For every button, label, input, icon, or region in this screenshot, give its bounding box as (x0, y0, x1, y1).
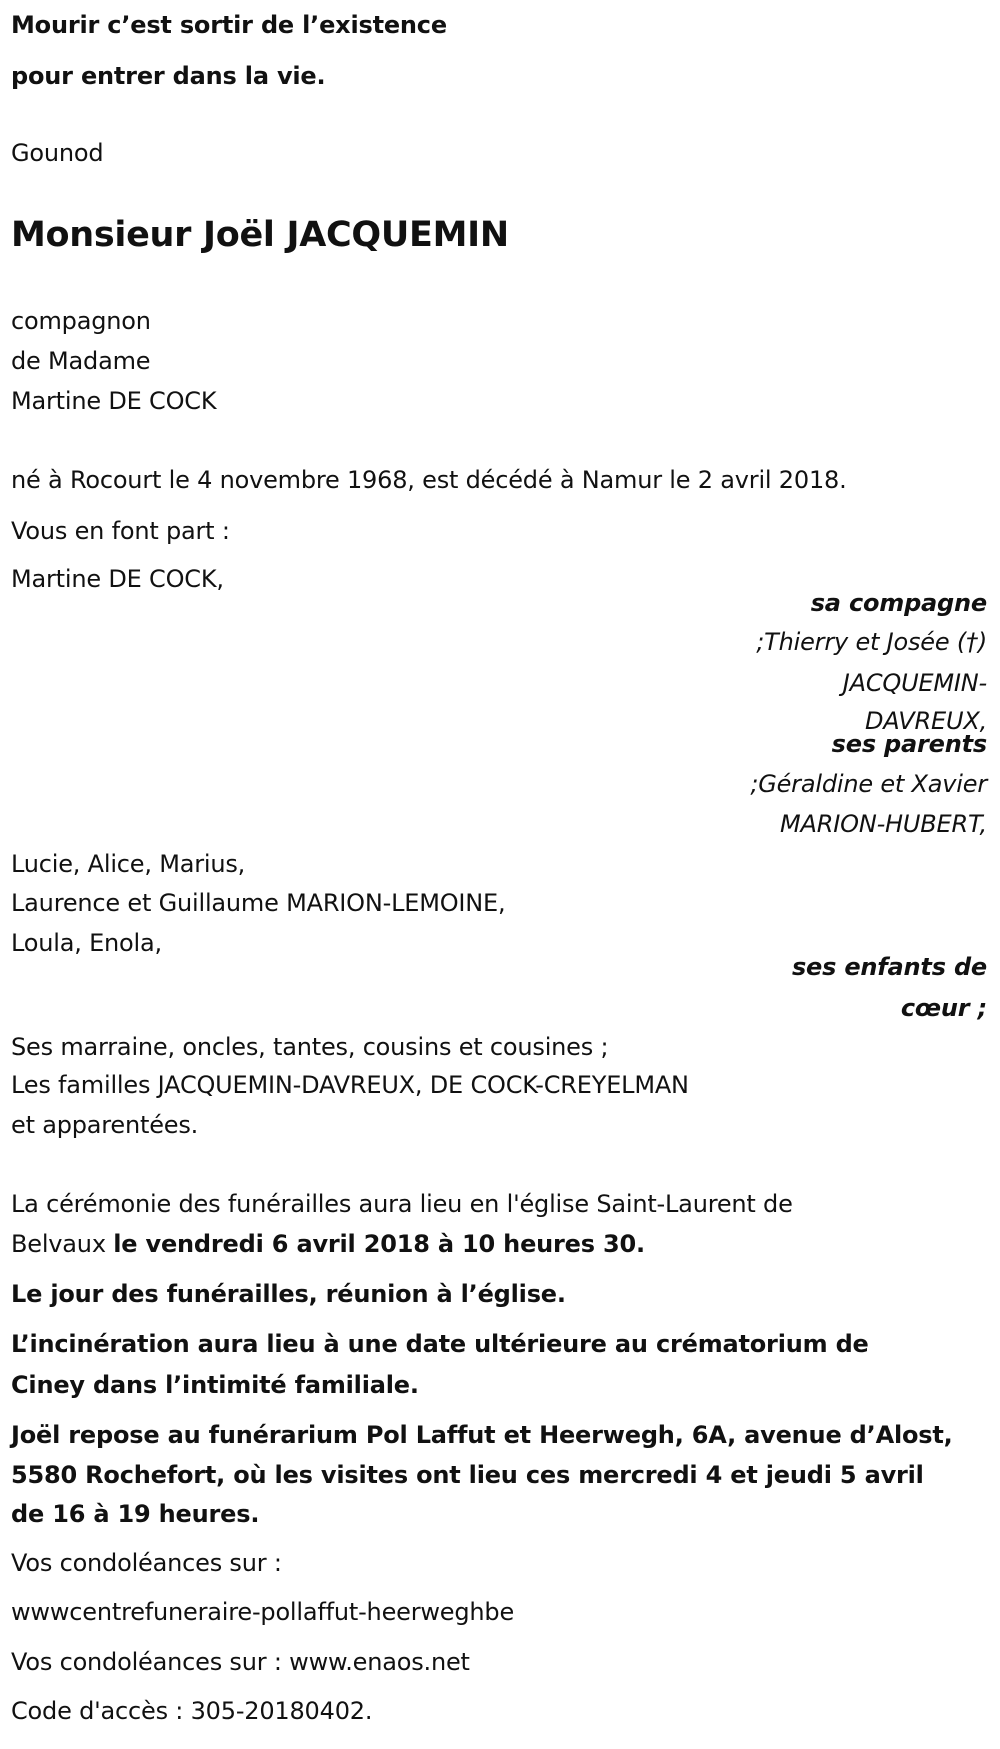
ceremony-line-1: La cérémonie des funérailles aura lieu en l'église Saint-Laurent de (11, 1190, 793, 1218)
repose-line-3: de 16 à 19 heures. (11, 1500, 260, 1528)
access-code: Code d'accès : 305-20180402. (11, 1697, 373, 1725)
deceased-name-title: Monsieur Joël JACQUEMIN (11, 215, 509, 255)
family-parents-line-1: ;Thierry et Josée (†) (756, 628, 987, 656)
repose-line-2: 5580 Rochefort, où les visites ont lieu ces mercredi 4 et jeudi 5 avril (11, 1461, 924, 1489)
family-inlaws-line-2: MARION-HUBERT, (780, 810, 987, 838)
epigraph-line-2: pour entrer dans la vie. (11, 62, 326, 90)
epigraph-line-1: Mourir c’est sortir de l’existence (11, 11, 447, 39)
relation-line-3: Martine DE COCK (11, 387, 217, 415)
family-parents-role: ses parents (831, 730, 987, 758)
family-parents-line-2: JACQUEMIN- (842, 669, 987, 697)
cremation-line-1: L’incinération aura lieu à une date ultérieure au crématorium de (11, 1330, 869, 1358)
family-companion-role: sa compagne (810, 589, 987, 617)
ceremony-place: Belvaux (11, 1230, 114, 1258)
family-children-line-2: Laurence et Guillaume MARION-LEMOINE, (11, 889, 506, 917)
condolences-label-2[interactable]: Vos condoléances sur : www.enaos.net (11, 1648, 470, 1676)
extended-family-line-1: Ses marraine, oncles, tantes, cousins et cousines ; (11, 1033, 609, 1061)
family-children-line-3: Loula, Enola, (11, 929, 162, 957)
family-children-line-1: Lucie, Alice, Marius, (11, 850, 246, 878)
family-parents-line-3: DAVREUX, (865, 707, 987, 735)
repose-line-1: Joël repose au funérarium Pol Laffut et Heerwegh, 6A, avenue d’Alost, (11, 1421, 953, 1449)
gathering-line: Le jour des funérailles, réunion à l’église. (11, 1280, 566, 1308)
extended-family-line-3: et apparentées. (11, 1111, 199, 1139)
family-inlaws-line-1: ;Géraldine et Xavier (750, 770, 987, 798)
extended-family-line-2: Les familles JACQUEMIN-DAVREUX, DE COCK-CREYELMAN (11, 1071, 689, 1099)
family-children-role-line-2: cœur ; (900, 994, 987, 1022)
relation-line-1: compagnon (11, 307, 151, 335)
cremation-line-2: Ciney dans l’intimité familiale. (11, 1371, 419, 1399)
epigraph-author: Gounod (11, 139, 104, 167)
condolences-site-1[interactable]: wwwcentrefuneraire-pollaffut-heerweghbe (11, 1598, 515, 1626)
family-children-role-line-1: ses enfants de (791, 953, 987, 981)
family-companion-name: Martine DE COCK, (11, 565, 224, 593)
announcement-intro: Vous en font part : (11, 517, 230, 545)
condolences-label-1: Vos condoléances sur : (11, 1549, 282, 1577)
ceremony-line-2 (11, 1229, 645, 1259)
relation-line-2: de Madame (11, 347, 151, 375)
birth-death-line: né à Rocourt le 4 novembre 1968, est décédé à Namur le 2 avril 2018. (11, 466, 847, 494)
ceremony-datetime: le vendredi 6 avril 2018 à 10 heures 30. (113, 1230, 645, 1258)
